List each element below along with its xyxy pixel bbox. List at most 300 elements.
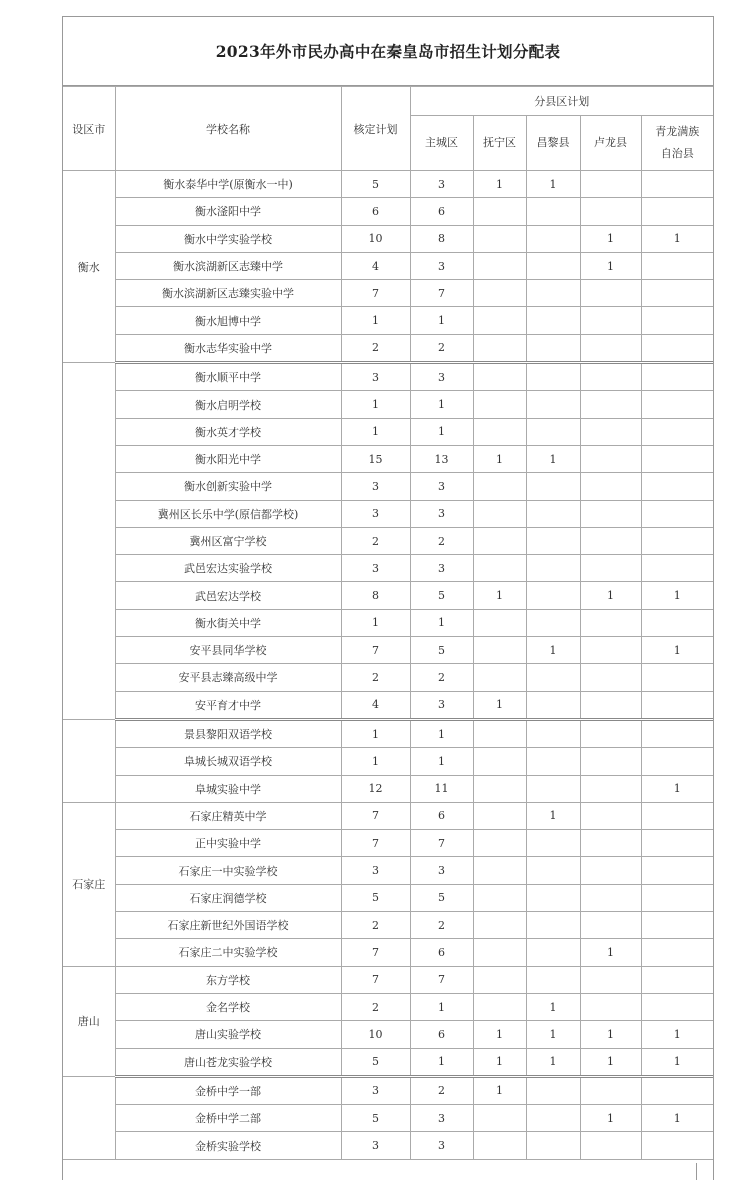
district-cell: 3	[410, 171, 473, 198]
district-cell: 1	[641, 1105, 713, 1132]
district-cell	[641, 500, 713, 527]
district-cell	[580, 1132, 641, 1159]
district-cell: 3	[410, 691, 473, 719]
district-cell: 1	[410, 609, 473, 636]
district-cell: 1	[410, 1048, 473, 1076]
district-cell	[580, 171, 641, 198]
total-cell: 3	[341, 555, 410, 582]
region-cell	[63, 363, 115, 720]
district-cell: 1	[526, 1048, 580, 1076]
total-cell: 1	[341, 391, 410, 418]
school-cell: 衡水志华实验中学	[115, 334, 341, 362]
district-cell	[473, 500, 526, 527]
district-cell	[473, 225, 526, 252]
district-cell: 3	[410, 252, 473, 279]
school-cell: 冀州区富宁学校	[115, 527, 341, 554]
district-cell	[580, 500, 641, 527]
district-cell	[580, 473, 641, 500]
district-cell	[473, 830, 526, 857]
school-cell: 唐山苍龙实验学校	[115, 1048, 341, 1076]
table-row	[63, 802, 713, 829]
district-cell	[580, 198, 641, 225]
table-row	[63, 1048, 713, 1076]
district-cell	[580, 912, 641, 939]
table-row	[63, 664, 713, 691]
district-cell	[641, 198, 713, 225]
total-cell: 4	[341, 691, 410, 719]
district-cell	[526, 391, 580, 418]
total-cell: 7	[341, 966, 410, 993]
district-cell	[526, 198, 580, 225]
district-cell: 3	[410, 473, 473, 500]
table-row	[63, 225, 713, 252]
district-cell	[641, 748, 713, 775]
district-cell	[526, 1132, 580, 1159]
district-cell: 1	[473, 691, 526, 719]
district-cell: 6	[410, 198, 473, 225]
total-cell: 7	[341, 637, 410, 664]
district-cell: 1	[580, 252, 641, 279]
total-cell: 2	[341, 334, 410, 362]
district-cell: 6	[410, 939, 473, 966]
district-cell: 3	[410, 857, 473, 884]
district-cell	[580, 1076, 641, 1104]
district-cell	[580, 445, 641, 472]
district-cell: 7	[410, 830, 473, 857]
table-body	[63, 171, 713, 1160]
district-cell: 6	[410, 1021, 473, 1048]
school-cell: 正中实验中学	[115, 830, 341, 857]
school-cell: 金桥实验学校	[115, 1132, 341, 1159]
district-cell: 5	[410, 884, 473, 911]
district-cell	[473, 1105, 526, 1132]
district-cell	[473, 802, 526, 829]
district-cell	[473, 993, 526, 1020]
district-cell: 1	[641, 775, 713, 802]
district-cell	[473, 664, 526, 691]
district-cell: 3	[410, 363, 473, 391]
district-cell	[473, 719, 526, 747]
total-cell: 1	[341, 719, 410, 747]
table-row	[63, 500, 713, 527]
table-row	[63, 857, 713, 884]
district-cell	[526, 1076, 580, 1104]
table-row	[63, 609, 713, 636]
district-cell	[580, 555, 641, 582]
school-cell: 衡水滨湖新区志臻实验中学	[115, 280, 341, 307]
table-row	[63, 748, 713, 775]
district-cell: 2	[410, 1076, 473, 1104]
district-cell	[473, 198, 526, 225]
district-cell	[473, 280, 526, 307]
school-cell: 衡水滨湖新区志臻中学	[115, 252, 341, 279]
table-row	[63, 280, 713, 307]
district-cell	[641, 280, 713, 307]
district-cell	[526, 966, 580, 993]
district-cell: 1	[580, 225, 641, 252]
total-cell: 5	[341, 1105, 410, 1132]
header-district-group: 分县区计划	[410, 87, 713, 116]
school-cell: 唐山实验学校	[115, 1021, 341, 1048]
district-cell	[473, 884, 526, 911]
total-cell: 10	[341, 1021, 410, 1048]
district-cell: 1	[580, 1105, 641, 1132]
district-cell	[580, 527, 641, 554]
district-cell	[526, 280, 580, 307]
school-cell: 安平县同华学校	[115, 637, 341, 664]
district-cell	[580, 418, 641, 445]
total-cell: 1	[341, 307, 410, 334]
district-cell	[580, 664, 641, 691]
district-cell	[473, 966, 526, 993]
district-cell: 11	[410, 775, 473, 802]
school-cell: 金桥中学二部	[115, 1105, 341, 1132]
region-cell	[63, 719, 115, 802]
district-cell: 1	[641, 1021, 713, 1048]
school-cell: 衡水创新实验中学	[115, 473, 341, 500]
district-cell	[580, 966, 641, 993]
table-row	[63, 691, 713, 719]
district-cell: 1	[526, 993, 580, 1020]
school-cell: 石家庄精英中学	[115, 802, 341, 829]
district-cell	[580, 884, 641, 911]
table-row	[63, 582, 713, 609]
region-cell	[63, 1076, 115, 1159]
school-cell: 武邑宏达实验学校	[115, 555, 341, 582]
district-cell: 1	[473, 1021, 526, 1048]
district-cell	[641, 857, 713, 884]
district-cell	[641, 609, 713, 636]
district-cell: 1	[410, 307, 473, 334]
district-cell	[580, 609, 641, 636]
district-cell: 6	[410, 802, 473, 829]
school-cell: 衡水街关中学	[115, 609, 341, 636]
district-cell	[473, 391, 526, 418]
district-cell	[580, 391, 641, 418]
district-cell	[473, 418, 526, 445]
table-row	[63, 527, 713, 554]
district-cell	[526, 939, 580, 966]
district-cell	[580, 363, 641, 391]
table-row	[63, 884, 713, 911]
district-cell: 1	[473, 1048, 526, 1076]
table-row	[63, 775, 713, 802]
total-cell: 3	[341, 857, 410, 884]
district-cell	[580, 857, 641, 884]
table-row	[63, 966, 713, 993]
district-cell	[641, 830, 713, 857]
district-cell	[526, 691, 580, 719]
district-cell	[526, 664, 580, 691]
district-cell	[526, 418, 580, 445]
district-cell	[526, 334, 580, 362]
district-cell	[641, 1076, 713, 1104]
school-cell: 石家庄二中实验学校	[115, 939, 341, 966]
total-cell: 2	[341, 527, 410, 554]
district-cell	[526, 884, 580, 911]
district-cell	[641, 939, 713, 966]
school-cell: 衡水启明学校	[115, 391, 341, 418]
district-cell: 3	[410, 1105, 473, 1132]
district-cell	[641, 912, 713, 939]
district-cell	[641, 993, 713, 1020]
header-district: 主城区	[410, 116, 473, 171]
district-cell	[526, 748, 580, 775]
district-cell	[526, 1105, 580, 1132]
school-cell: 安平育才中学	[115, 691, 341, 719]
school-cell: 阜城长城双语学校	[115, 748, 341, 775]
district-cell	[641, 252, 713, 279]
district-cell	[526, 857, 580, 884]
district-cell	[473, 555, 526, 582]
district-cell	[580, 637, 641, 664]
district-cell	[473, 857, 526, 884]
district-cell: 1	[473, 445, 526, 472]
district-cell	[641, 664, 713, 691]
district-cell	[526, 473, 580, 500]
district-cell	[580, 993, 641, 1020]
total-cell: 7	[341, 802, 410, 829]
table-row	[63, 334, 713, 362]
district-cell	[473, 252, 526, 279]
header-district-qinglong: 青龙满族 自治县	[641, 116, 713, 171]
district-cell: 1	[580, 582, 641, 609]
school-cell: 衡水阳光中学	[115, 445, 341, 472]
district-cell	[580, 748, 641, 775]
region-cell: 唐山	[63, 966, 115, 1076]
total-cell: 2	[341, 993, 410, 1020]
school-cell: 景县黎阳双语学校	[115, 719, 341, 747]
district-cell: 1	[641, 225, 713, 252]
district-cell	[473, 637, 526, 664]
district-cell	[526, 775, 580, 802]
allocation-table	[63, 86, 713, 1160]
school-cell: 衡水顺平中学	[115, 363, 341, 391]
table-row	[63, 939, 713, 966]
school-cell: 衡水中学实验学校	[115, 225, 341, 252]
total-cell: 5	[341, 1048, 410, 1076]
district-cell: 1	[410, 418, 473, 445]
district-cell	[641, 802, 713, 829]
district-cell: 1	[410, 719, 473, 747]
district-cell	[526, 307, 580, 334]
district-cell: 2	[410, 664, 473, 691]
total-cell: 7	[341, 280, 410, 307]
school-cell: 东方学校	[115, 966, 341, 993]
district-cell	[526, 527, 580, 554]
school-cell: 阜城实验中学	[115, 775, 341, 802]
table-row	[63, 363, 713, 391]
district-cell: 1	[641, 637, 713, 664]
district-cell	[580, 775, 641, 802]
total-cell: 15	[341, 445, 410, 472]
table-row	[63, 993, 713, 1020]
district-cell	[473, 912, 526, 939]
total-cell: 4	[341, 252, 410, 279]
district-cell	[641, 445, 713, 472]
district-cell	[641, 307, 713, 334]
total-cell: 7	[341, 830, 410, 857]
header-district: 卢龙县	[580, 116, 641, 171]
table-row	[63, 198, 713, 225]
district-cell: 1	[526, 171, 580, 198]
table-row	[63, 830, 713, 857]
district-cell: 1	[526, 637, 580, 664]
header-total: 核定计划	[341, 87, 410, 171]
table-row	[63, 171, 713, 198]
region-cell: 衡水	[63, 171, 115, 363]
school-cell: 衡水旭博中学	[115, 307, 341, 334]
total-cell: 1	[341, 418, 410, 445]
table-row	[63, 637, 713, 664]
district-cell	[473, 609, 526, 636]
district-cell: 1	[410, 993, 473, 1020]
table-row	[63, 391, 713, 418]
table-row	[63, 1076, 713, 1104]
district-cell: 1	[410, 748, 473, 775]
district-cell: 2	[410, 527, 473, 554]
district-cell	[473, 307, 526, 334]
table-row	[63, 719, 713, 747]
district-cell	[641, 966, 713, 993]
table-row	[63, 1105, 713, 1132]
district-cell	[526, 252, 580, 279]
header-region: 设区市	[63, 87, 115, 171]
school-cell: 武邑宏达学校	[115, 582, 341, 609]
district-cell	[473, 939, 526, 966]
header-district: 昌黎县	[526, 116, 580, 171]
district-cell	[641, 363, 713, 391]
table-row	[63, 307, 713, 334]
district-cell	[641, 171, 713, 198]
district-cell: 3	[410, 500, 473, 527]
total-cell: 2	[341, 664, 410, 691]
header-district: 抚宁区	[473, 116, 526, 171]
district-cell	[580, 802, 641, 829]
district-cell: 3	[410, 555, 473, 582]
district-cell	[641, 691, 713, 719]
district-cell	[641, 719, 713, 747]
district-cell	[641, 1132, 713, 1159]
district-cell: 2	[410, 334, 473, 362]
district-cell	[526, 912, 580, 939]
district-cell	[526, 830, 580, 857]
district-cell	[580, 334, 641, 362]
total-cell: 5	[341, 171, 410, 198]
total-cell: 6	[341, 198, 410, 225]
total-cell: 3	[341, 500, 410, 527]
district-cell	[580, 307, 641, 334]
district-cell: 1	[580, 1021, 641, 1048]
district-cell: 1	[526, 445, 580, 472]
district-cell	[473, 334, 526, 362]
district-cell	[526, 719, 580, 747]
school-cell: 安平县志臻高级中学	[115, 664, 341, 691]
district-cell	[641, 884, 713, 911]
school-cell: 石家庄新世纪外国语学校	[115, 912, 341, 939]
region-cell: 石家庄	[63, 802, 115, 966]
total-cell: 1	[341, 609, 410, 636]
district-cell	[641, 527, 713, 554]
total-cell: 2	[341, 912, 410, 939]
school-cell: 石家庄一中实验学校	[115, 857, 341, 884]
district-cell	[580, 719, 641, 747]
total-cell: 12	[341, 775, 410, 802]
district-cell	[580, 691, 641, 719]
table-row	[63, 555, 713, 582]
district-cell	[473, 473, 526, 500]
table-row	[63, 1021, 713, 1048]
district-cell: 1	[641, 582, 713, 609]
title-box	[63, 17, 713, 86]
school-cell: 衡水泰华中学(原衡水一中)	[115, 171, 341, 198]
school-cell: 衡水英才学校	[115, 418, 341, 445]
district-cell: 13	[410, 445, 473, 472]
district-cell	[526, 363, 580, 391]
district-cell	[641, 418, 713, 445]
total-cell: 5	[341, 884, 410, 911]
district-cell: 2	[410, 912, 473, 939]
district-cell	[580, 830, 641, 857]
total-cell: 3	[341, 363, 410, 391]
district-cell: 1	[526, 802, 580, 829]
district-cell: 8	[410, 225, 473, 252]
district-cell	[473, 527, 526, 554]
table-row	[63, 1132, 713, 1159]
district-cell: 1	[473, 582, 526, 609]
total-cell: 8	[341, 582, 410, 609]
school-cell: 金名学校	[115, 993, 341, 1020]
district-cell	[473, 1132, 526, 1159]
district-cell	[641, 391, 713, 418]
district-cell	[473, 748, 526, 775]
total-cell: 3	[341, 473, 410, 500]
district-cell: 7	[410, 966, 473, 993]
district-cell	[641, 334, 713, 362]
district-cell: 3	[410, 1132, 473, 1159]
district-cell	[473, 775, 526, 802]
table-row	[63, 418, 713, 445]
district-cell: 1	[526, 1021, 580, 1048]
district-cell: 1	[641, 1048, 713, 1076]
table-row	[63, 445, 713, 472]
district-cell	[526, 582, 580, 609]
table-row	[63, 912, 713, 939]
district-cell: 1	[473, 1076, 526, 1104]
table-row	[63, 473, 713, 500]
district-cell: 5	[410, 637, 473, 664]
district-cell	[526, 225, 580, 252]
school-cell: 冀州区长乐中学(原信都学校)	[115, 500, 341, 527]
district-cell	[526, 500, 580, 527]
total-cell: 3	[341, 1132, 410, 1159]
district-cell: 5	[410, 582, 473, 609]
school-cell: 金桥中学一部	[115, 1076, 341, 1104]
district-cell	[641, 473, 713, 500]
district-cell: 1	[580, 1048, 641, 1076]
total-cell: 7	[341, 939, 410, 966]
district-cell: 7	[410, 280, 473, 307]
district-cell: 1	[410, 391, 473, 418]
total-cell: 10	[341, 225, 410, 252]
district-cell	[526, 609, 580, 636]
total-cell: 1	[341, 748, 410, 775]
school-cell: 衡水滏阳中学	[115, 198, 341, 225]
district-cell	[526, 555, 580, 582]
table-row	[63, 252, 713, 279]
district-cell	[473, 363, 526, 391]
page-title: 2023年外市民办高中在秦皇岛市招生计划分配表	[215, 42, 561, 61]
